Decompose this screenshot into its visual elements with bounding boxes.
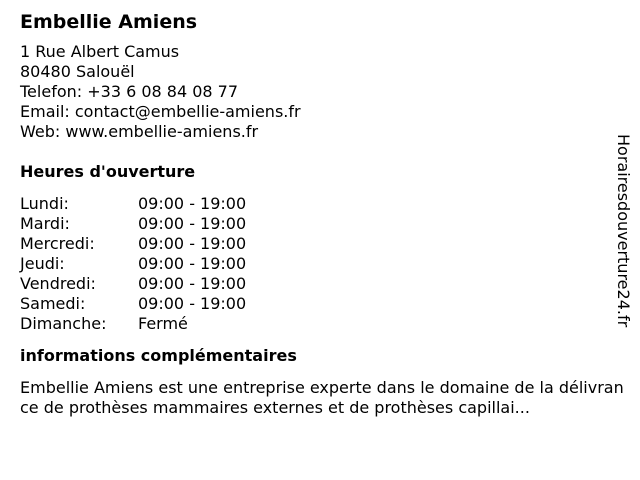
contact-block [20,42,620,142]
day-label: Mercredi: [20,234,95,253]
time-value: 09:00 - 19:00 [138,294,247,313]
hours-row-sunday [20,314,620,334]
website-text: Web: www.embellie-amiens.fr [20,122,259,141]
address-line1: 1 Rue Albert Camus [20,42,180,61]
day-label: Lundi: [20,194,69,213]
hours-row-wednesday [20,234,620,254]
hours-row-saturday [20,294,620,314]
additional-info-heading: informations complémentaires [20,346,297,365]
business-description: Embellie Amiens est une entreprise experte dans le domaine de la délivrance de prothèses mammaires externes et de prothèses capillai... [20,378,624,417]
day-label: Vendredi: [20,274,96,293]
site-watermark: Horairesdouverture24.fr [614,134,633,328]
phone-text: Telefon: +33 6 08 84 08 77 [20,82,239,101]
time-value: 09:00 - 19:00 [138,274,247,293]
time-value: Fermé [138,314,188,333]
time-value: 09:00 - 19:00 [138,214,247,233]
day-label: Jeudi: [20,254,65,273]
day-label: Mardi: [20,214,70,233]
hours-row-monday [20,194,620,214]
business-name: Embellie Amiens [20,11,198,33]
hours-row-tuesday [20,214,620,234]
time-value: 09:00 - 19:00 [138,254,247,273]
opening-hours-heading: Heures d'ouverture [20,162,196,181]
hours-row-thursday [20,254,620,274]
hours-row-friday [20,274,620,294]
email-text: Email: contact@embellie-amiens.fr [20,102,301,121]
opening-hours-table [20,194,620,334]
day-label: Samedi: [20,294,86,313]
time-value: 09:00 - 19:00 [138,234,247,253]
day-label: Dimanche: [20,314,107,333]
address-line2: 80480 Salouël [20,62,135,81]
time-value: 09:00 - 19:00 [138,194,247,213]
